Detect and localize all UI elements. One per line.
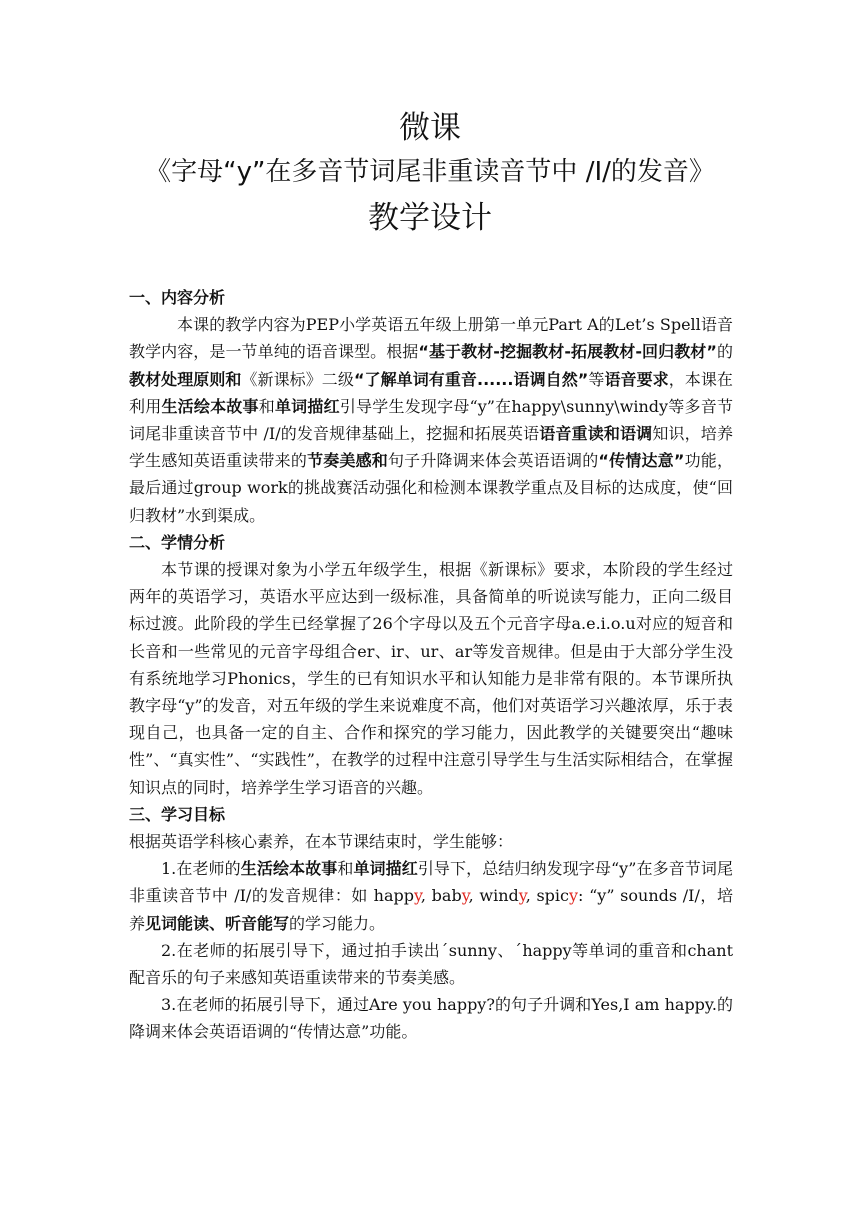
section-3-heading: 三、学习目标 [129,804,226,824]
highlight-y: y [414,886,421,906]
text-run: ，本课在利用 [129,369,733,416]
title-line-2: 《字母“y”在多音节词尾非重读音节中 /I/的发音》 [145,157,715,187]
text-run: 的学习能力。 [289,913,386,933]
text-run: 的 [716,342,733,362]
section-2-paragraph: 本节课的授课对象为小学五年级学生，根据《新课标》要求，本阶段的学生经过两年的英语学习，英语水平应达到一级标准，具备简单的听说读写能力，正向二级目标过渡。此阶段的学生已经掌握了26个字母以及五个元音字母a.e.i.o.u对应的短音和长音和一些常见的元音字母组合er、ir、ur、ar等发音规律。但是由于大部分学生没有系统地学习Phonics，学生的已有知识水平和认知能力是非常有限的。本节课所执教字母“y”的发音，对五年级的学生来说难度不高，他们对英语学习兴趣浓厚，乐于表现自己，也具备一定的自主、合作和探究的学习能力，因此教学的关键要突出“趣味性”、“真实性”、“实践性”，在教学的过程中注意引导学生与生活实际相结合，在掌握知识点的同时，培养学生学习语音的兴趣。 [129,560,733,797]
bold-run: 见词能读、听音能写 [145,913,290,933]
text-run: : “y” sounds /I/，培养 [129,886,734,933]
highlight-y: y [568,886,579,906]
title-line-1: 微课 [399,110,461,146]
bold-run: “传情达意” [598,451,685,471]
bold-run: 语音要求 [604,369,669,389]
highlight-y: y [518,886,526,906]
section-1-paragraph [129,311,733,529]
text-run: 功能，最后通过group work的挑战赛活动强化和检测本课教学重点及目标的达成度，使“回归教材”水到渠成。 [129,451,733,525]
text-run: 和 [337,859,354,879]
text-run: 本课的教学内容为PEP小学英语五年级上册第一单元Part A的Let’s Spell语音教学内容，是一节单纯的语音课型。根据 [129,315,733,362]
section-2-heading: 二、学情分析 [129,532,226,552]
bold-run: 语音重读和语调 [539,424,653,444]
goal-1 [129,855,733,937]
highlight-y: y [461,886,469,906]
text-run: 等 [588,369,605,389]
text-run: , bab [420,886,462,906]
text-run: 1.在老师的 [161,859,241,879]
bold-run: 单词描红 [274,396,340,416]
text-run: , wind [468,886,519,906]
bold-run: 单词描红 [353,859,418,879]
title-line-3: 教学设计 [368,200,492,236]
text-run: 引导下，总结归纳发现字母“y”在多音节词尾非重读音节中 /I/的发音规律：如 happ [129,859,733,906]
bold-run: 生活绘本故事 [161,396,259,416]
document-body [129,284,733,1046]
text-run: 句子升降调来体会英语语调的 [388,451,599,471]
bold-run: “基于教材-挖掘教材-拓展教材-回归教材” [418,342,717,362]
bold-run: 生活绘本故事 [240,859,338,879]
bold-run: 教材处理原则和 [129,369,242,389]
text-run: 引导学生发现字母“y”在happy\sunny\windy等多音节词尾非重读音节中 /I/的发音规律基础上，挖掘和拓展英语 [129,396,733,444]
text-run: 《新课标》二级 [241,369,354,389]
text-run: 和 [258,396,275,416]
text-run: , spic [525,886,569,906]
section-3-intro: 根据英语学科核心素养，在本节课结束时，学生能够： [129,832,514,852]
text-run: 知识，培养学生感知英语重读带来的 [129,424,733,471]
bold-run: 节奏美感和 [307,451,388,471]
goal-3: 3.在老师的拓展引导下，通过Are you happy?的句子升调和Yes,I am happy.的降调来体会英语语调的“传情达意”功能。 [129,995,733,1042]
goal-2: 2.在老师的拓展引导下，通过拍手读出ˊsunny、ˊhappy等单词的重音和chant配音乐的句子来感知英语重读带来的节奏美感。 [129,940,733,988]
section-1-heading: 一、内容分析 [129,288,226,307]
bold-run: “了解单词有重音......语调自然” [353,369,589,389]
